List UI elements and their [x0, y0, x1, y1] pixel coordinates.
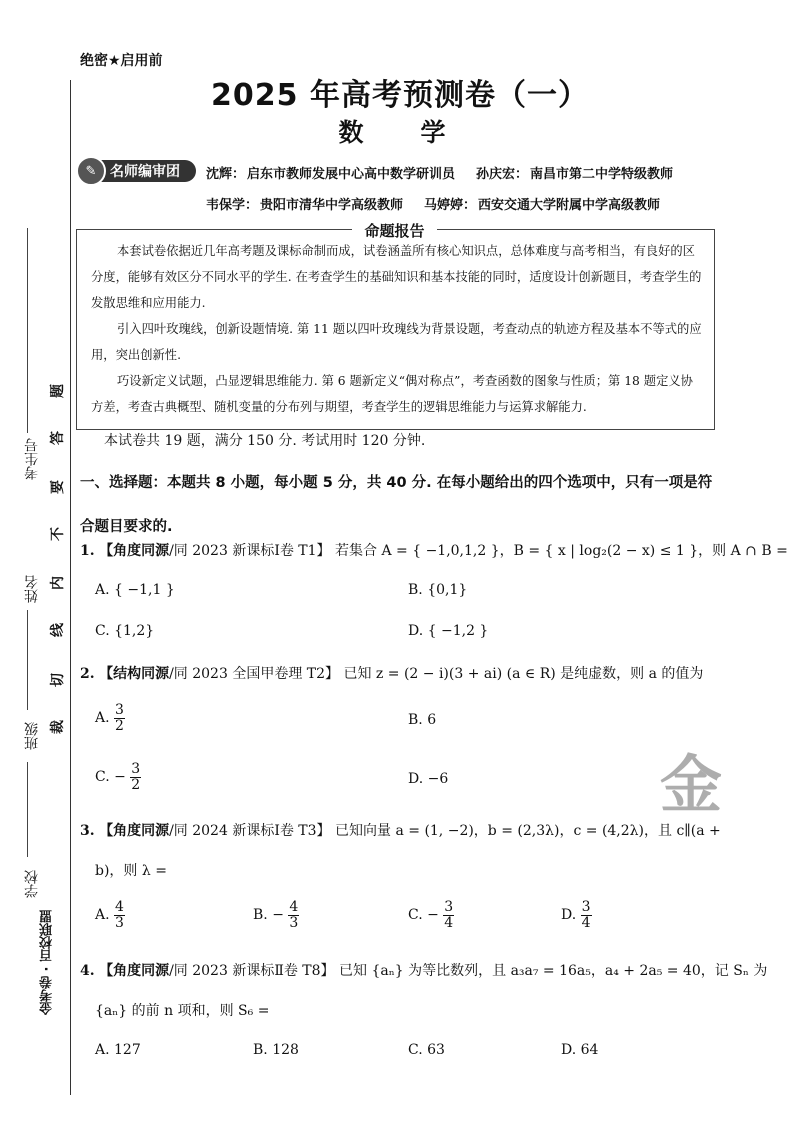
- watermark-stamp: 金: [660, 748, 723, 821]
- option-b[interactable]: B. 6: [408, 712, 437, 728]
- question-tag: 【结构同源: [99, 666, 170, 682]
- question-source: /同 2023 新课标Ⅱ卷 T8】: [169, 963, 335, 979]
- option-d[interactable]: D. { −1,2 }: [408, 623, 489, 639]
- school-label: 学校: [24, 870, 40, 898]
- option-b[interactable]: [253, 900, 299, 930]
- fraction: [443, 900, 454, 930]
- option-d[interactable]: D. −6: [408, 771, 449, 787]
- member-role: 南昌市第二中学特级教师: [530, 167, 674, 182]
- fraction: [114, 900, 125, 930]
- option-label: D.: [561, 907, 577, 924]
- member-name: 孙庆宏：: [476, 167, 529, 182]
- option-label: B. −: [253, 907, 284, 924]
- exam-intro: 本试卷共 19 题，满分 150 分. 考试用时 120 分钟.: [104, 433, 426, 449]
- member-role: 贵阳市清华中学高级教师: [260, 198, 404, 213]
- report-title: [76, 220, 713, 241]
- option-label: A.: [95, 907, 110, 924]
- option-c[interactable]: [95, 762, 141, 792]
- warning-char: 题: [50, 384, 66, 398]
- exam-title: 2025 年高考预测卷（一）: [211, 78, 589, 113]
- option-b[interactable]: B. {0,1}: [408, 582, 468, 598]
- option-b[interactable]: B. 128: [253, 1042, 299, 1058]
- member-name: 沈辉：: [206, 167, 246, 182]
- section-heading: 一、选择题：本题共 8 小题，每小题 5 分，共 40 分. 在每小题给出的四个选项中，只有一项是符合题目要求的.: [80, 475, 713, 535]
- question-number: 4.: [80, 963, 95, 979]
- report-title-text: 命题报告: [352, 222, 436, 240]
- numerator: 3: [115, 702, 124, 718]
- class-blank: [27, 762, 28, 857]
- question-text: 已知 {aₙ} 为等比数列，且 a₃a₇ = 16a₅，a₄ + 2a₅ = 40，记 Sₙ 为: [339, 963, 768, 979]
- binding-rule: [70, 80, 71, 1095]
- name-blank: [27, 610, 28, 710]
- option-a[interactable]: [95, 900, 125, 930]
- option-a[interactable]: A. 127: [95, 1042, 141, 1058]
- denominator: 4: [444, 914, 454, 931]
- student-id-label: 考生号: [24, 438, 40, 480]
- proposition-report-box: [76, 229, 715, 430]
- team-member: [206, 163, 455, 182]
- member-role: 西安交通大学附属中学高级教师: [478, 198, 661, 213]
- option-c[interactable]: C. 63: [408, 1042, 445, 1058]
- option-label: C. −: [408, 907, 439, 924]
- brand-label: 金考卷 · 百校联盟: [40, 910, 55, 1015]
- member-name: 马婷婷：: [424, 198, 477, 213]
- question-tag: 【角度同源: [99, 823, 170, 839]
- question-3-stem-cont: b)，则 λ =: [95, 863, 167, 879]
- question-3-stem: [80, 820, 721, 840]
- fraction: [288, 900, 299, 930]
- question-text: 若集合 A = { −1,0,1,2 }，B = { x | log₂(2 − x) ≤ 1 }，则 A ∩ B =: [335, 543, 788, 559]
- option-label: C. −: [95, 769, 126, 786]
- editorial-team-label: 名师编审团: [110, 164, 180, 180]
- report-paragraph: 引入四叶玫瑰线，创新设题情境. 第 11 题以四叶玫瑰线为背景设题，考查动点的轨迹方程及基本不等式的应用，突出创新性.: [91, 322, 702, 362]
- team-member: [476, 163, 673, 182]
- class-label: 班级: [24, 722, 40, 750]
- question-2-stem: [80, 663, 703, 683]
- question-number: 2.: [80, 666, 95, 682]
- confidential-mark: 绝密★启用前: [80, 53, 163, 69]
- teacher-icon: ✎: [76, 156, 106, 186]
- question-text: 已知 z = (2 − i)(3 + ai) (a ∈ R) 是纯虚数，则 a 的值为: [343, 666, 704, 682]
- option-a[interactable]: A. { −1,1 }: [95, 582, 175, 598]
- option-c[interactable]: C. {1,2}: [95, 623, 155, 639]
- option-c[interactable]: [408, 900, 454, 930]
- denominator: 3: [115, 914, 124, 931]
- denominator: 4: [581, 914, 591, 931]
- warning-char: 要: [50, 480, 66, 494]
- denominator: 3: [289, 914, 299, 931]
- fraction: [581, 900, 592, 930]
- subject-title: 数 学: [338, 118, 462, 147]
- report-paragraph: 巧设新定义试题，凸显逻辑思维能力. 第 6 题新定义“偶对称点”，考查函数的图象与性质；第 18 题定义协方差，考查古典概型、随机变量的分布列与期望，考查学生的逻辑思维能力与运算求解能力.: [91, 374, 693, 414]
- question-number: 3.: [80, 823, 95, 839]
- student-id-blank: [27, 228, 28, 433]
- question-tag: 【角度同源: [99, 543, 170, 559]
- question-tag: 【角度同源: [99, 963, 170, 979]
- report-paragraph: 本套试卷依据近几年高考题及课标命制而成，试卷涵盖所有核心知识点，总体难度与高考相当，有良好的区分度，能够有效区分不同水平的学生. 在考查学生的基础知识和基本技能的同时，适度设计创新题目，考查学生的发散思维和应用能力.: [91, 244, 702, 310]
- option-d[interactable]: D. 64: [561, 1042, 599, 1058]
- question-1-stem: [80, 540, 788, 560]
- question-4-stem: [80, 960, 767, 980]
- numerator: 4: [115, 899, 124, 915]
- option-label: A.: [95, 710, 110, 727]
- numerator: 3: [581, 899, 591, 915]
- denominator: 2: [131, 776, 141, 793]
- denominator: 2: [115, 717, 124, 734]
- option-a[interactable]: [95, 703, 125, 733]
- member-name: 韦保学：: [206, 198, 259, 213]
- question-source: /同 2024 新课标Ⅰ卷 T3】: [169, 823, 331, 839]
- name-label: 姓名: [24, 575, 40, 603]
- numerator: 4: [289, 899, 299, 915]
- question-source: /同 2023 新课标Ⅰ卷 T1】: [169, 543, 331, 559]
- question-text: 已知向量 a = (1, −2)，b = (2,3λ)，c = (4,2λ)，且 c∥(a +: [335, 823, 721, 839]
- warning-char: 切: [50, 673, 66, 687]
- team-member: [206, 194, 403, 213]
- numerator: 3: [444, 899, 454, 915]
- fraction: [130, 762, 141, 792]
- warning-char: 内: [50, 576, 66, 590]
- editorial-team-badge: [80, 160, 196, 182]
- warning-char: 裁: [50, 720, 66, 734]
- question-4-stem-cont: {aₙ} 的前 n 项和，则 S₆ =: [95, 1003, 270, 1019]
- fraction: [114, 703, 125, 733]
- warning-char: 不: [50, 527, 66, 541]
- team-member: [424, 194, 660, 213]
- warning-char: 答: [50, 431, 66, 445]
- question-number: 1.: [80, 543, 95, 559]
- question-source: /同 2023 全国甲卷理 T2】: [169, 666, 340, 682]
- member-role: 启东市教师发展中心高中数学研训员: [247, 167, 456, 182]
- option-d[interactable]: [561, 900, 592, 930]
- warning-char: 线: [50, 623, 66, 637]
- numerator: 3: [131, 761, 141, 777]
